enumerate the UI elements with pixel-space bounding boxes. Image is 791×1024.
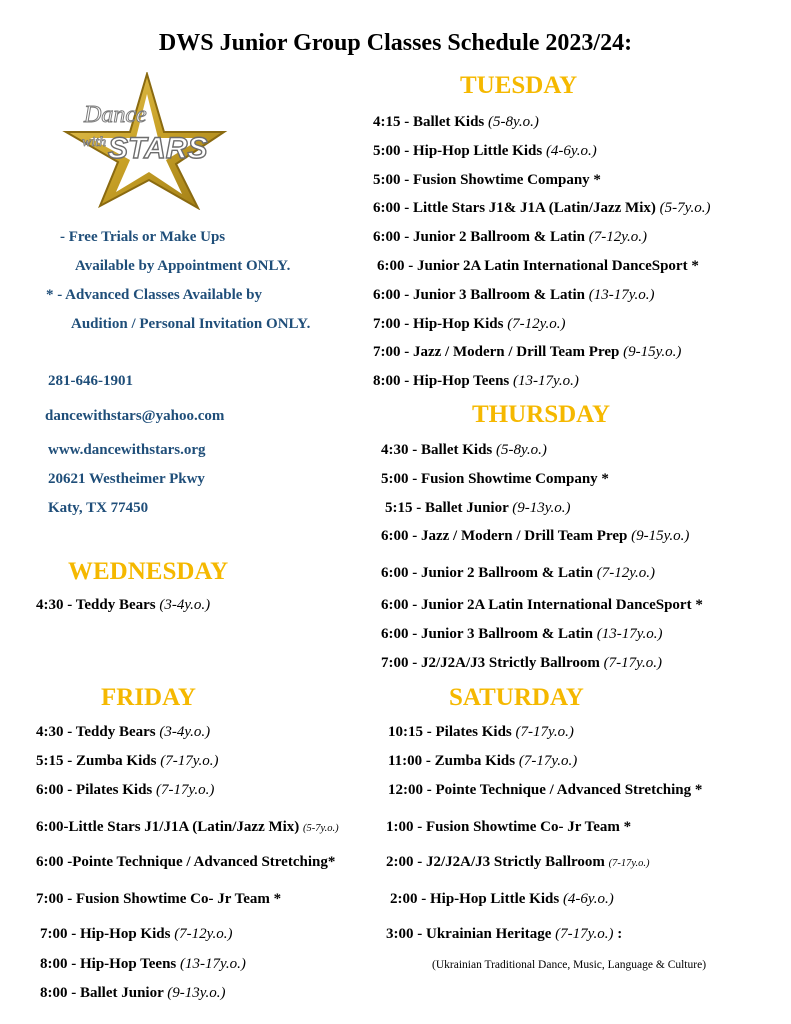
svg-text:with: with [82,135,107,150]
tuesday-class: 7:00 - Hip-Hop Kids (7-12y.o.) [373,316,566,332]
free-trials-note: - Free Trials or Make Ups [60,229,226,245]
thursday-class: 6:00 - Jazz / Modern / Drill Team Prep (9-15y.o.) [381,528,690,544]
dance-with-stars-logo [52,72,230,210]
friday-class: 7:00 - Fusion Showtime Co- Jr Team * [36,891,282,907]
tuesday-class: 6:00 - Little Stars J1& J1A (Latin/Jazz Mix) (5-7y.o.) [373,200,711,216]
friday-class: 5:15 - Zumba Kids (7-17y.o.) [36,753,219,769]
friday-class: 4:30 - Teddy Bears (3-4y.o.) [36,724,211,740]
ukrainian-heritage-note: (Ukrainian Traditional Dance, Music, Language & Culture) [432,959,707,971]
tuesday-class: 6:00 - Junior 2A Latin International DanceSport * [377,258,699,274]
thursday-class: 5:00 - Fusion Showtime Company * [381,471,609,487]
friday-class: 6:00 -Pointe Technique / Advanced Stretching* [36,854,336,870]
day-heading-friday: FRIDAY [101,684,196,711]
saturday-class: 2:00 - J2/J2A/J3 Strictly Ballroom (7-17y.o.) [386,854,650,870]
advanced-classes-note: * - Advanced Classes Available by [46,287,262,303]
day-heading-saturday: SATURDAY [449,684,584,711]
saturday-class: 2:00 - Hip-Hop Little Kids (4-6y.o.) [390,891,614,907]
website: www.dancewithstars.org [48,442,206,458]
saturday-class: 10:15 - Pilates Kids (7-17y.o.) [388,724,574,740]
tuesday-class: 5:00 - Hip-Hop Little Kids (4-6y.o.) [373,143,597,159]
free-trials-note-cont: Available by Appointment ONLY. [75,258,291,274]
day-heading-tuesday: TUESDAY [460,72,578,99]
page-title: DWS Junior Group Classes Schedule 2023/24: [158,30,633,56]
email-address: dancewithstars@yahoo.com [45,408,225,424]
saturday-class: 3:00 - Ukrainian Heritage (7-17y.o.) : [386,926,623,942]
tuesday-class: 6:00 - Junior 2 Ballroom & Latin (7-12y.o.) [373,229,648,245]
star-logo-graphic [52,72,230,210]
tuesday-class: 4:15 - Ballet Kids (5-8y.o.) [373,114,539,130]
friday-class: 6:00-Little Stars J1/J1A (Latin/Jazz Mix) (5-7y.o.) [36,819,339,835]
saturday-class: 11:00 - Zumba Kids (7-17y.o.) [388,753,578,769]
tuesday-class: 5:00 - Fusion Showtime Company * [373,172,601,188]
thursday-class: 7:00 - J2/J2A/J3 Strictly Ballroom (7-17y.o.) [381,655,662,671]
saturday-class: 12:00 - Pointe Technique / Advanced Stretching * [388,782,703,798]
thursday-class: 5:15 - Ballet Junior (9-13y.o.) [385,500,571,516]
wednesday-class: 4:30 - Teddy Bears (3-4y.o.) [36,597,211,613]
thursday-class: 4:30 - Ballet Kids (5-8y.o.) [381,442,547,458]
day-heading-wednesday: WEDNESDAY [68,558,229,585]
tuesday-class: 7:00 - Jazz / Modern / Drill Team Prep (9-15y.o.) [373,344,682,360]
svg-text:Dance: Dance [84,102,147,128]
svg-text:STARS: STARS [108,132,208,165]
thursday-class: 6:00 - Junior 2A Latin International DanceSport * [381,597,703,613]
tuesday-class: 8:00 - Hip-Hop Teens (13-17y.o.) [373,373,579,389]
thursday-class: 6:00 - Junior 3 Ballroom & Latin (13-17y.o.) [381,626,663,642]
phone-number: 281-646-1901 [48,373,133,389]
saturday-class: 1:00 - Fusion Showtime Co- Jr Team * [386,819,632,835]
friday-class: 6:00 - Pilates Kids (7-17y.o.) [36,782,215,798]
advanced-classes-note-cont: Audition / Personal Invitation ONLY. [71,316,311,332]
thursday-class: 6:00 - Junior 2 Ballroom & Latin (7-12y.o.) [381,565,656,581]
address-line-2: Katy, TX 77450 [48,500,149,516]
day-heading-thursday: THURSDAY [472,401,611,428]
tuesday-class: 6:00 - Junior 3 Ballroom & Latin (13-17y.o.) [373,287,655,303]
friday-class: 7:00 - Hip-Hop Kids (7-12y.o.) [40,926,233,942]
friday-class: 8:00 - Ballet Junior (9-13y.o.) [40,985,226,1001]
friday-class: 8:00 - Hip-Hop Teens (13-17y.o.) [40,956,246,972]
address-line-1: 20621 Westheimer Pkwy [48,471,205,487]
